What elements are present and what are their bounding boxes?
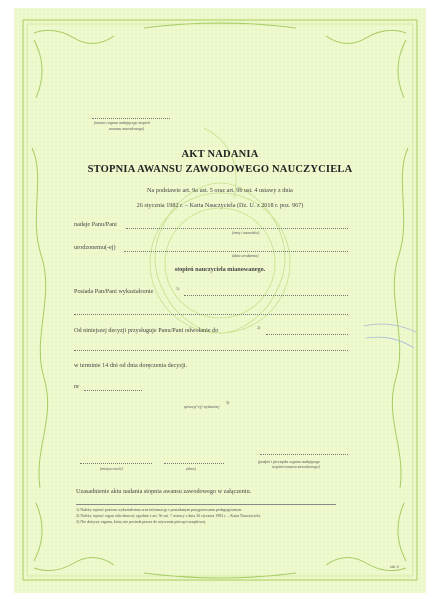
legal-basis-line-1: Na podstawie art. 9a ust. 5 oraz art. 9b ust. 4 ustawy z dnia bbox=[147, 187, 293, 194]
title-line-2: STOPNIA AWANSU ZAWODOWEGO NAUCZYCIELA bbox=[87, 164, 353, 175]
authority-caption-2: awansu zawodowego) bbox=[109, 126, 145, 131]
justification-text: Uzasadnienie aktu nadania stopnia awansu zawodowego w załączeniu. bbox=[76, 488, 252, 495]
sign-caption-1: (podpis i pieczątka organu nadającego bbox=[258, 459, 321, 464]
appeal-field[interactable] bbox=[266, 334, 348, 335]
nr-label: nr bbox=[74, 383, 80, 390]
appeal-ref: 2) bbox=[257, 325, 261, 330]
degree-text: stopień nauczyciela mianowanego. bbox=[174, 266, 266, 273]
title-line-1: AKT NADANIA bbox=[181, 149, 259, 160]
sign-caption-2: stopień awansu zawodowego) bbox=[272, 464, 320, 469]
grant-label: nadaje Panu/Pani bbox=[74, 221, 117, 228]
decorative-frame bbox=[14, 8, 426, 593]
appeal-field-2[interactable] bbox=[74, 350, 348, 351]
footnote-1: 1) Należy wpisać poziom wykształcenia oraz informację o posiadanym przygotowaniu pedagogicznym. bbox=[76, 507, 243, 512]
appeal-label: Od niniejszej decyzji przysługuje Panu/Pani odwołanie do bbox=[74, 327, 219, 334]
name-field[interactable] bbox=[126, 228, 348, 229]
place-caption: (miejscowość) bbox=[100, 466, 123, 471]
name-caption: (imię i nazwisko) bbox=[232, 230, 260, 235]
birth-date-field[interactable] bbox=[124, 251, 348, 252]
stamp-mark bbox=[360, 318, 420, 358]
born-label: urodzonemu(-ej) bbox=[74, 244, 116, 251]
register-caption: sprawy(-ej) wydawnej bbox=[184, 404, 220, 409]
certificate-sheet bbox=[14, 8, 426, 593]
education-field-2[interactable] bbox=[74, 314, 348, 315]
education-label: Posiada Pan/Pani wykształcenie bbox=[74, 288, 154, 295]
nr-field[interactable] bbox=[84, 390, 142, 391]
signature-field[interactable] bbox=[260, 454, 348, 455]
date-field[interactable] bbox=[164, 463, 224, 464]
authority-caption-1: (nazwa organu nadającego stopień bbox=[94, 120, 151, 125]
form-code: zał. 4 bbox=[390, 564, 399, 569]
date-caption: (data) bbox=[186, 466, 196, 471]
authority-line[interactable] bbox=[92, 118, 170, 119]
deadline-text: w terminie 14 dni od dnia doręczenia decyzji. bbox=[74, 362, 188, 369]
footnote-divider bbox=[76, 504, 336, 505]
education-field[interactable] bbox=[184, 295, 348, 296]
register-ref: 3) bbox=[226, 400, 230, 405]
legal-basis-line-2: 26 stycznia 1982 r. – Karta Nauczyciela (Dz. U. z 2018 r. poz. 967) bbox=[136, 202, 304, 209]
place-field[interactable] bbox=[80, 463, 152, 464]
education-ref: 1) bbox=[176, 286, 180, 291]
footnote-3: 3) Nie dotyczy organu, który nie posiada prawa do używania pieczęci urzędowej. bbox=[76, 519, 207, 524]
footnote-2: 2) Należy wpisać organ odwoławczy zgodnie z art. 9e ust. 7 ustawy z dnia 26 stycznia 1982 r. – Karta Nauczyciela. bbox=[76, 513, 261, 518]
birth-caption: (data urodzenia) bbox=[232, 253, 259, 258]
